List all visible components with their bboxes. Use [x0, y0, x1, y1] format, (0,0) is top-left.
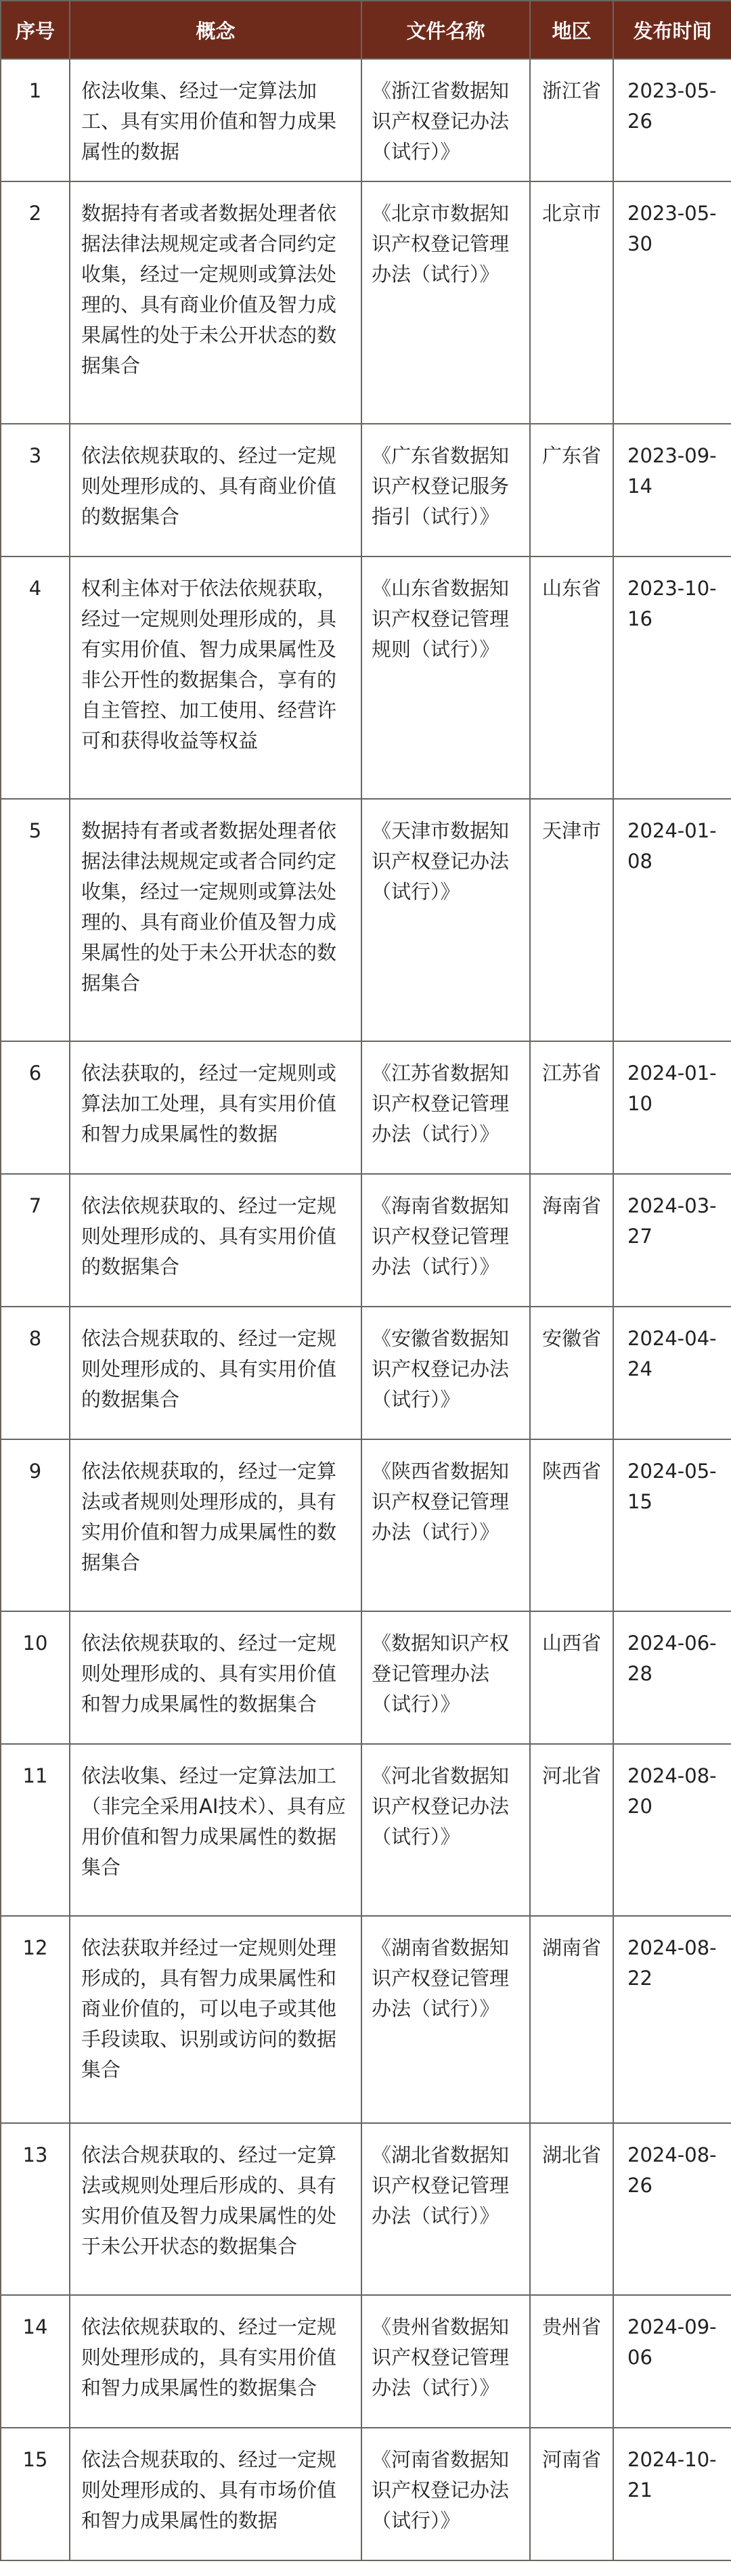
cell-no: 13 [1, 2123, 70, 2295]
cell-no: 14 [1, 2295, 70, 2428]
cell-no: 8 [1, 1307, 70, 1439]
header-row [1, 1, 731, 59]
cell-doc: 《浙江省数据知识产权登记办法（试行）》 [361, 59, 530, 181]
cell-date: 2023-05-26 [613, 59, 731, 181]
cell-concept: 依法获取并经过一定规则处理形成的，具有智力成果属性和商业价值的，可以电子或其他手段读取、识别或访问的数据集合 [70, 1916, 361, 2123]
table-row [1, 1744, 731, 1916]
cell-date: 2024-04-24 [613, 1307, 731, 1439]
cell-region: 安徽省 [530, 1307, 613, 1439]
cell-concept: 依法合规获取的、经过一定规则处理形成的、具有市场价值和智力成果属性的数据 [70, 2428, 361, 2560]
cell-concept: 依法依规获取的、经过一定规则处理形成的，具有实用价值和智力成果属性的数据集合 [70, 2295, 361, 2428]
cell-region: 山东省 [530, 556, 613, 799]
cell-date: 2023-09-14 [613, 424, 731, 556]
table-row [1, 2295, 731, 2428]
cell-date: 2024-01-10 [613, 1041, 731, 1174]
cell-concept: 依法依规获取的、经过一定规则处理形成的、具有实用价值和智力成果属性的数据集合 [70, 1611, 361, 1744]
header-concept: 概念 [70, 1, 361, 59]
cell-date: 2024-08-20 [613, 1744, 731, 1916]
cell-date: 2024-05-15 [613, 1439, 731, 1611]
cell-concept: 依法收集、经过一定算法加工、具有实用价值和智力成果属性的数据 [70, 59, 361, 181]
table-row [1, 1174, 731, 1307]
header-no: 序号 [1, 1, 70, 59]
cell-concept: 依法合规获取的、经过一定规则处理形成的、具有实用价值的数据集合 [70, 1307, 361, 1439]
cell-region: 北京市 [530, 181, 613, 424]
cell-doc: 《山东省数据知识产权登记管理规则（试行）》 [361, 556, 530, 799]
cell-region: 陕西省 [530, 1439, 613, 1611]
cell-region: 湖南省 [530, 1916, 613, 2123]
cell-concept: 依法依规获取的、经过一定规则处理形成的、具有实用价值的数据集合 [70, 1174, 361, 1307]
cell-no: 7 [1, 1174, 70, 1307]
cell-no: 4 [1, 556, 70, 799]
table-row [1, 1611, 731, 1744]
cell-region: 河北省 [530, 1744, 613, 1916]
cell-no: 2 [1, 181, 70, 424]
cell-concept: 数据持有者或者数据处理者依据法律法规规定或者合同约定收集，经过一定规则或算法处理的、具有商业价值及智力成果属性的处于未公开状态的数据集合 [70, 799, 361, 1041]
cell-doc: 《河北省数据知识产权登记办法（试行）》 [361, 1744, 530, 1916]
cell-concept: 权利主体对于依法依规获取，经过一定规则处理形成的，具有实用价值、智力成果属性及非公开性的数据集合，享有的自主管控、加工使用、经营许可和获得收益等权益 [70, 556, 361, 799]
cell-no: 11 [1, 1744, 70, 1916]
cell-doc: 《江苏省数据知识产权登记管理办法（试行）》 [361, 1041, 530, 1174]
cell-doc: 《湖北省数据知识产权登记管理办法（试行）》 [361, 2123, 530, 2295]
cell-doc: 《数据知识产权登记管理办法（试行）》 [361, 1611, 530, 1744]
cell-concept: 依法收集、经过一定算法加工（非完全采用AI技术）、具有应用价值和智力成果属性的数据集合 [70, 1744, 361, 1916]
cell-concept: 依法依规获取的、经过一定规则处理形成的、具有商业价值的数据集合 [70, 424, 361, 556]
cell-concept: 数据持有者或者数据处理者依据法律法规规定或者合同约定收集，经过一定规则或算法处理的、具有商业价值及智力成果属性的处于未公开状态的数据集合 [70, 181, 361, 424]
cell-region: 湖北省 [530, 2123, 613, 2295]
cell-date: 2023-10-16 [613, 556, 731, 799]
table-row [1, 181, 731, 424]
cell-date: 2024-09-06 [613, 2295, 731, 2428]
table-row [1, 1307, 731, 1439]
cell-no: 9 [1, 1439, 70, 1611]
cell-region: 河南省 [530, 2428, 613, 2560]
cell-doc: 《安徽省数据知识产权登记办法（试行）》 [361, 1307, 530, 1439]
cell-no: 10 [1, 1611, 70, 1744]
cell-doc: 《贵州省数据知识产权登记管理办法（试行）》 [361, 2295, 530, 2428]
cell-region: 天津市 [530, 799, 613, 1041]
cell-no: 15 [1, 2428, 70, 2560]
table-row [1, 2123, 731, 2295]
cell-doc: 《广东省数据知识产权登记服务指引（试行）》 [361, 424, 530, 556]
cell-region: 江苏省 [530, 1041, 613, 1174]
table-row [1, 424, 731, 556]
cell-date: 2023-05-30 [613, 181, 731, 424]
header-date: 发布时间 [613, 1, 731, 59]
cell-date: 2024-01-08 [613, 799, 731, 1041]
cell-region: 山西省 [530, 1611, 613, 1744]
cell-concept: 依法依规获取的，经过一定算法或者规则处理形成的，具有实用价值和智力成果属性的数据集合 [70, 1439, 361, 1611]
table-row [1, 1041, 731, 1174]
cell-date: 2024-08-26 [613, 2123, 731, 2295]
cell-no: 5 [1, 799, 70, 1041]
cell-concept: 依法获取的，经过一定规则或算法加工处理，具有实用价值和智力成果属性的数据 [70, 1041, 361, 1174]
table-body [1, 59, 731, 2560]
cell-doc: 《天津市数据知识产权登记办法（试行）》 [361, 799, 530, 1041]
cell-no: 1 [1, 59, 70, 181]
cell-concept: 依法合规获取的、经过一定算法或规则处理后形成的、具有实用价值及智力成果属性的处于未公开状态的数据集合 [70, 2123, 361, 2295]
cell-date: 2024-10-21 [613, 2428, 731, 2560]
cell-date: 2024-08-22 [613, 1916, 731, 2123]
table-row [1, 799, 731, 1041]
cell-region: 海南省 [530, 1174, 613, 1307]
table-header [1, 1, 731, 59]
cell-region: 广东省 [530, 424, 613, 556]
table-row [1, 2428, 731, 2560]
cell-doc: 《北京市数据知识产权登记管理办法（试行）》 [361, 181, 530, 424]
table-row [1, 59, 731, 181]
cell-date: 2024-06-28 [613, 1611, 731, 1744]
table-row [1, 556, 731, 799]
cell-no: 12 [1, 1916, 70, 2123]
cell-doc: 《海南省数据知识产权登记管理办法（试行）》 [361, 1174, 530, 1307]
cell-doc: 《河南省数据知识产权登记办法（试行）》 [361, 2428, 530, 2560]
cell-doc: 《陕西省数据知识产权登记管理办法（试行）》 [361, 1439, 530, 1611]
header-region: 地区 [530, 1, 613, 59]
cell-region: 贵州省 [530, 2295, 613, 2428]
table-row [1, 1439, 731, 1611]
table-row [1, 1916, 731, 2123]
cell-date: 2024-03-27 [613, 1174, 731, 1307]
header-doc: 文件名称 [361, 1, 530, 59]
cell-no: 6 [1, 1041, 70, 1174]
cell-doc: 《湖南省数据知识产权登记管理办法（试行）》 [361, 1916, 530, 2123]
cell-region: 浙江省 [530, 59, 613, 181]
cell-no: 3 [1, 424, 70, 556]
